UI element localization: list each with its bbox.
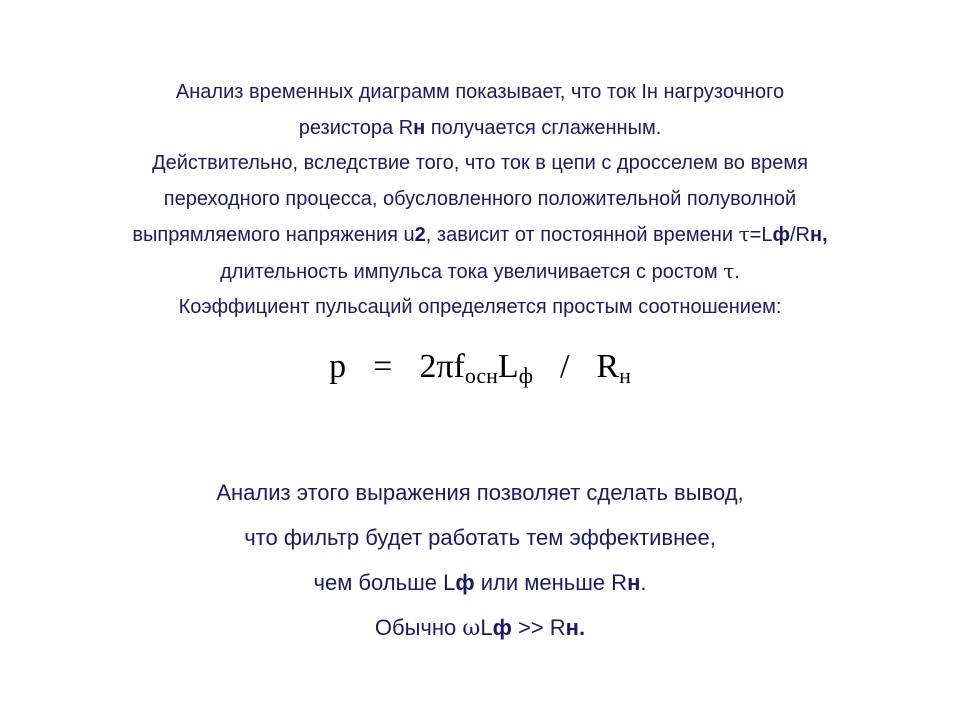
subscript-n: н bbox=[627, 570, 641, 595]
tau-symbol: τ bbox=[723, 258, 735, 283]
text: L bbox=[480, 615, 493, 640]
formula-lhs: p bbox=[329, 348, 347, 385]
text: >> R bbox=[511, 615, 566, 640]
text: , зависит от постоянной времени bbox=[425, 224, 739, 246]
formula-L: L bbox=[497, 348, 519, 385]
subscript-n: н bbox=[565, 615, 579, 640]
subscript-f: ф bbox=[772, 224, 790, 246]
subscript-2: 2 bbox=[414, 224, 426, 246]
text: Коэффициент пульсаций определяется простым соотношением: bbox=[178, 296, 782, 318]
formula-coefficient: 2πf bbox=[419, 348, 465, 385]
text: =L bbox=[749, 224, 773, 246]
conclusion-line bbox=[0, 515, 960, 560]
formula-R: R bbox=[596, 348, 620, 385]
text: , bbox=[822, 224, 828, 246]
text: . bbox=[640, 570, 647, 595]
text: выпрямляемого напряжения u bbox=[132, 224, 415, 246]
text: резистора R bbox=[298, 116, 414, 139]
paragraph-line bbox=[0, 182, 960, 218]
text: Обычно bbox=[374, 615, 463, 640]
formula-equals: = bbox=[373, 348, 393, 385]
conclusion-line bbox=[0, 605, 960, 651]
text: Анализ временных диаграмм показывает, что ток Iн нагрузочного bbox=[175, 81, 785, 103]
conclusion-line bbox=[0, 560, 960, 605]
paragraph-line bbox=[0, 111, 960, 147]
subscript-f: ф bbox=[455, 570, 475, 595]
text: . bbox=[734, 260, 740, 283]
text: переходного процесса, обусловленного положительной полуволной bbox=[163, 187, 797, 210]
conclusion-paragraph bbox=[0, 470, 960, 651]
text: чем больше L bbox=[313, 570, 456, 595]
formula-slash: / bbox=[559, 348, 570, 385]
ripple-formula bbox=[0, 348, 960, 389]
formula-subscript-osn: осн bbox=[464, 363, 498, 388]
formula-subscript-n: н bbox=[619, 363, 631, 388]
text: Действительно, вследствие того, что ток в цепи с дросселем во время bbox=[152, 152, 808, 174]
paragraph-line bbox=[0, 254, 960, 291]
subscript-n: н bbox=[413, 116, 426, 139]
omega-symbol: ω bbox=[462, 616, 481, 641]
subscript-f: ф bbox=[492, 615, 512, 640]
text: Анализ этого выражения позволяет сделать вывод, bbox=[216, 480, 744, 505]
text: или меньше R bbox=[474, 570, 628, 595]
paragraph-line bbox=[0, 146, 960, 182]
text: . bbox=[578, 615, 586, 640]
conclusion-line bbox=[0, 470, 960, 515]
text: /R bbox=[789, 224, 810, 246]
tau-symbol: τ bbox=[738, 222, 750, 246]
paragraph-line bbox=[0, 217, 960, 254]
text: получается сглаженным. bbox=[425, 116, 662, 139]
text: что фильтр будет работать тем эффективнее, bbox=[244, 525, 716, 550]
paragraph-line bbox=[0, 75, 960, 111]
paragraph-line bbox=[0, 290, 960, 326]
explanation-paragraph bbox=[0, 75, 960, 326]
text: длительность импульса тока увеличивается с ростом bbox=[220, 260, 724, 283]
subscript-n: н bbox=[809, 224, 823, 246]
formula-subscript-f: ф bbox=[518, 363, 533, 388]
